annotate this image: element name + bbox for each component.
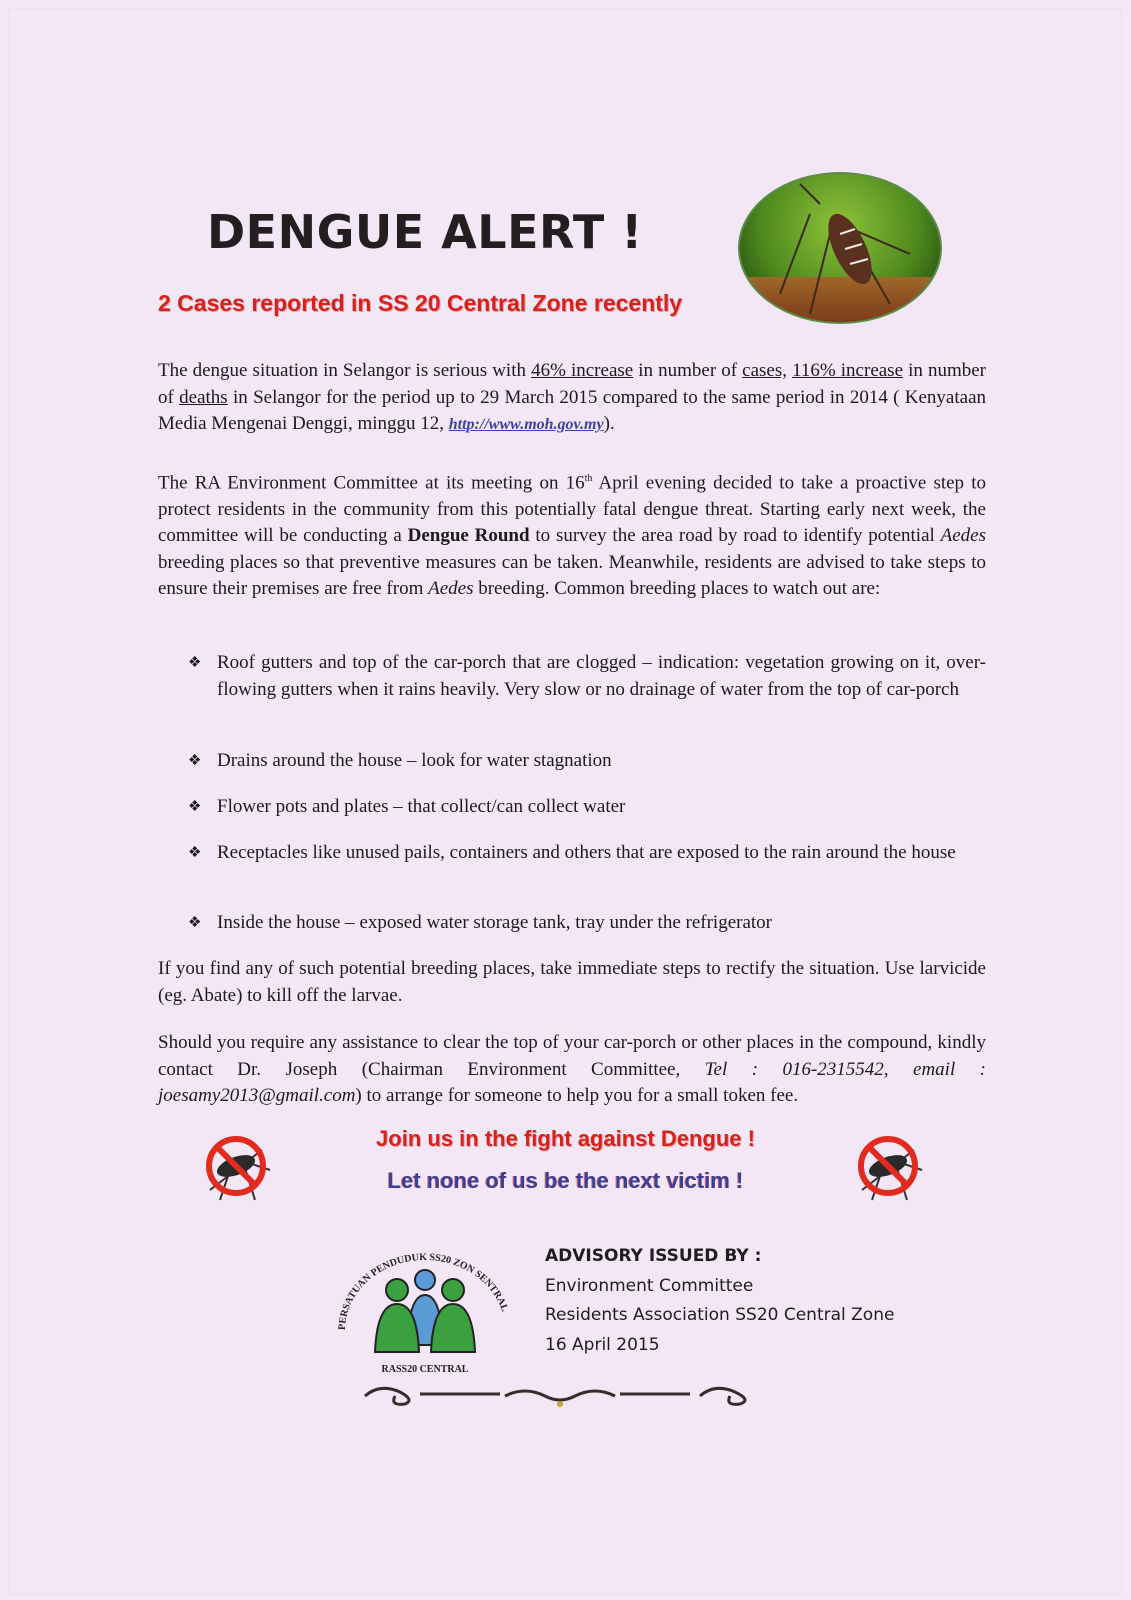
bullet-item: ❖ Inside the house – exposed water storage tank, tray under the refrigerator (188, 910, 986, 937)
mosquito-photo (738, 172, 942, 324)
advisory-association: Residents Association SS20 Central Zone (545, 1305, 895, 1325)
association-logo (335, 1250, 515, 1380)
advisory-block (545, 1242, 894, 1360)
intro-paragraph: The dengue situation in Selangor is serious with 46% increase in number of cases, 116% increase in number of deaths in Selangor for the period up to 29 March 2015 compared to the same period in 2014 ( Kenyataan Media Mengenai Denggi, minggu 12, http://www.moh.gov.my). (158, 360, 986, 434)
slogan-fight: Join us in the fight against Dengue ! (376, 1126, 755, 1151)
action-paragraph: If you find any of such potential breeding places, take immediate steps to rectify the situation. Use larvicide (eg. Abate) to kill off the larvae. (158, 958, 986, 1006)
diamond-bullet-icon: ❖ (188, 845, 202, 861)
bullet-item: ❖ Flower pots and plates – that collect/can collect water (188, 794, 986, 821)
logo-bottom-text: RASS20 CENTRAL (381, 1364, 469, 1375)
logo-arc-text: PERSATUAN PENDUDUK SS20 ZON SENTRAL (336, 1251, 510, 1331)
committee-paragraph: The RA Environment Committee at its meeting on 16th April evening decided to take a proactive step to protect residents in the community from this potentially fatal dengue threat. Starting early next week, the committee will be conducting a Dengue Round to survey the area road by road to identify potential Aedes breeding places so that preventive measures can be taken. Meanwhile, residents are advised to take steps to ensure their premises are free from Aedes breeding. Common breeding places to watch out are: (158, 472, 986, 600)
moh-link[interactable]: http://www.moh.gov.my (448, 416, 604, 433)
bullet-item: ❖ Drains around the house – look for water stagnation (188, 748, 986, 775)
advisory-date: 16 April 2015 (545, 1334, 660, 1355)
advisory-committee: Environment Committee (545, 1275, 754, 1296)
diamond-bullet-icon: ❖ (188, 915, 202, 931)
bullet-item: ❖ Roof gutters and top of the car-porch that are clogged – indication: vegetation growing on it, over-flowing gutters when it rains heavily. Very slow or no drainage of water from the top of car-porch (188, 650, 986, 703)
ornament-divider (360, 1378, 760, 1410)
diamond-bullet-icon: ❖ (188, 753, 202, 769)
bullet-item: ❖ Receptacles like unused pails, containers and others that are exposed to the rain around the house (188, 840, 986, 867)
diamond-bullet-icon: ❖ (188, 799, 202, 815)
diamond-bullet-icon: ❖ (188, 655, 202, 671)
no-mosquito-icon (852, 1130, 924, 1202)
subtitle: 2 Cases reported in SS 20 Central Zone recently (158, 290, 683, 316)
no-mosquito-icon (200, 1130, 272, 1202)
page-title: DENGUE ALERT ! (207, 205, 643, 259)
slogan-victim: Let none of us be the next victim ! (387, 1168, 744, 1193)
contact-paragraph: Should you require any assistance to clear the top of your car-porch or other places in the compound, kindly contact Dr. Joseph (Chairman Environment Committee, Tel : 016-2315542, email : joesamy2013@gmail.com) to arrange for someone to help you for a small token fee. (158, 1032, 986, 1106)
advisory-heading: ADVISORY ISSUED BY : (545, 1246, 762, 1266)
